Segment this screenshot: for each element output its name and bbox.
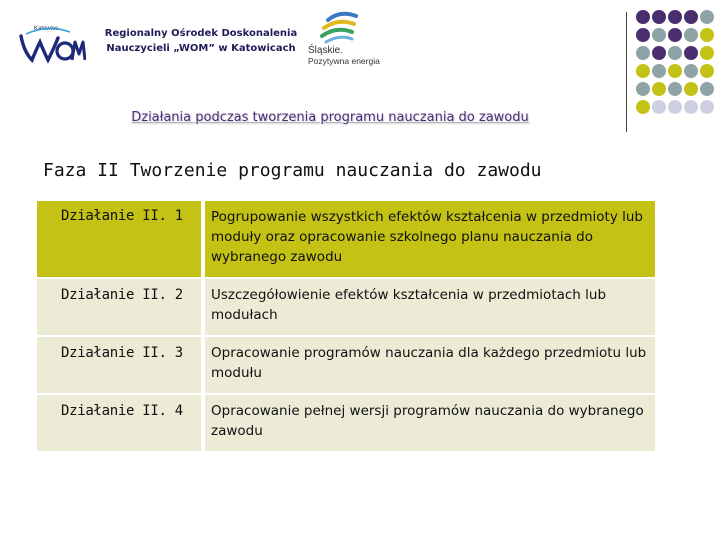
dot [700, 10, 714, 24]
org-name-line1: Regionalny Ośrodek Doskonalenia [104, 28, 298, 39]
slaskie-logo-line2: Pozytywna energia [308, 56, 380, 66]
dot [684, 28, 698, 42]
action-label: Działanie II. 3 [37, 337, 205, 395]
slaskie-logo-text [308, 46, 398, 66]
dot [700, 28, 714, 42]
org-name-line2: Nauczycieli „WOM” w Katowicach [106, 43, 296, 54]
action-label: Działanie II. 4 [37, 395, 205, 453]
dot [652, 82, 666, 96]
table-row [37, 337, 655, 395]
dot [700, 82, 714, 96]
dot [700, 46, 714, 60]
dot [652, 46, 666, 60]
table-row [37, 395, 655, 453]
dot [668, 64, 682, 78]
section-heading: Faza II Tworzenie programu nauczania do zawodu [43, 160, 542, 181]
dot [684, 64, 698, 78]
action-description: Opracowanie programów nauczania dla każdego przedmiotu lub modułu [205, 337, 655, 395]
dot [668, 10, 682, 24]
wom-logo [18, 20, 86, 66]
dot [652, 10, 666, 24]
slaskie-logo-line1: Śląskie. [308, 45, 344, 56]
dot [684, 46, 698, 60]
dot [652, 64, 666, 78]
dot [636, 64, 650, 78]
dot [684, 100, 698, 114]
dot [668, 28, 682, 42]
table-row [37, 201, 655, 279]
dot [636, 46, 650, 60]
dot [684, 10, 698, 24]
dot [668, 82, 682, 96]
dot [652, 100, 666, 114]
action-label: Działanie II. 2 [37, 279, 205, 337]
dot [636, 100, 650, 114]
dot [700, 64, 714, 78]
action-description: Opracowanie pełnej wersji programów nauczania do wybranego zawodu [205, 395, 655, 453]
dot [636, 82, 650, 96]
dot [668, 46, 682, 60]
action-description: Pogrupowanie wszystkich efektów kształcenia w przedmioty lub moduły oraz opracowanie szkolnego planu nauczania do wybranego zawodu [205, 201, 655, 279]
decorative-divider [626, 12, 627, 132]
dot [668, 100, 682, 114]
dot [636, 10, 650, 24]
actions-table [37, 201, 655, 453]
table-row [37, 279, 655, 337]
dot [652, 28, 666, 42]
dot [684, 82, 698, 96]
action-label: Działanie II. 1 [37, 201, 205, 279]
dot [636, 28, 650, 42]
wom-logo-small-text: Katowice [34, 26, 59, 32]
slide-subtitle: Działania podczas tworzenia programu nauczania do zawodu [131, 110, 529, 125]
org-name [96, 26, 306, 56]
dot [700, 100, 714, 114]
action-description: Uszczegółowienie efektów kształcenia w przedmiotach lub modułach [205, 279, 655, 337]
